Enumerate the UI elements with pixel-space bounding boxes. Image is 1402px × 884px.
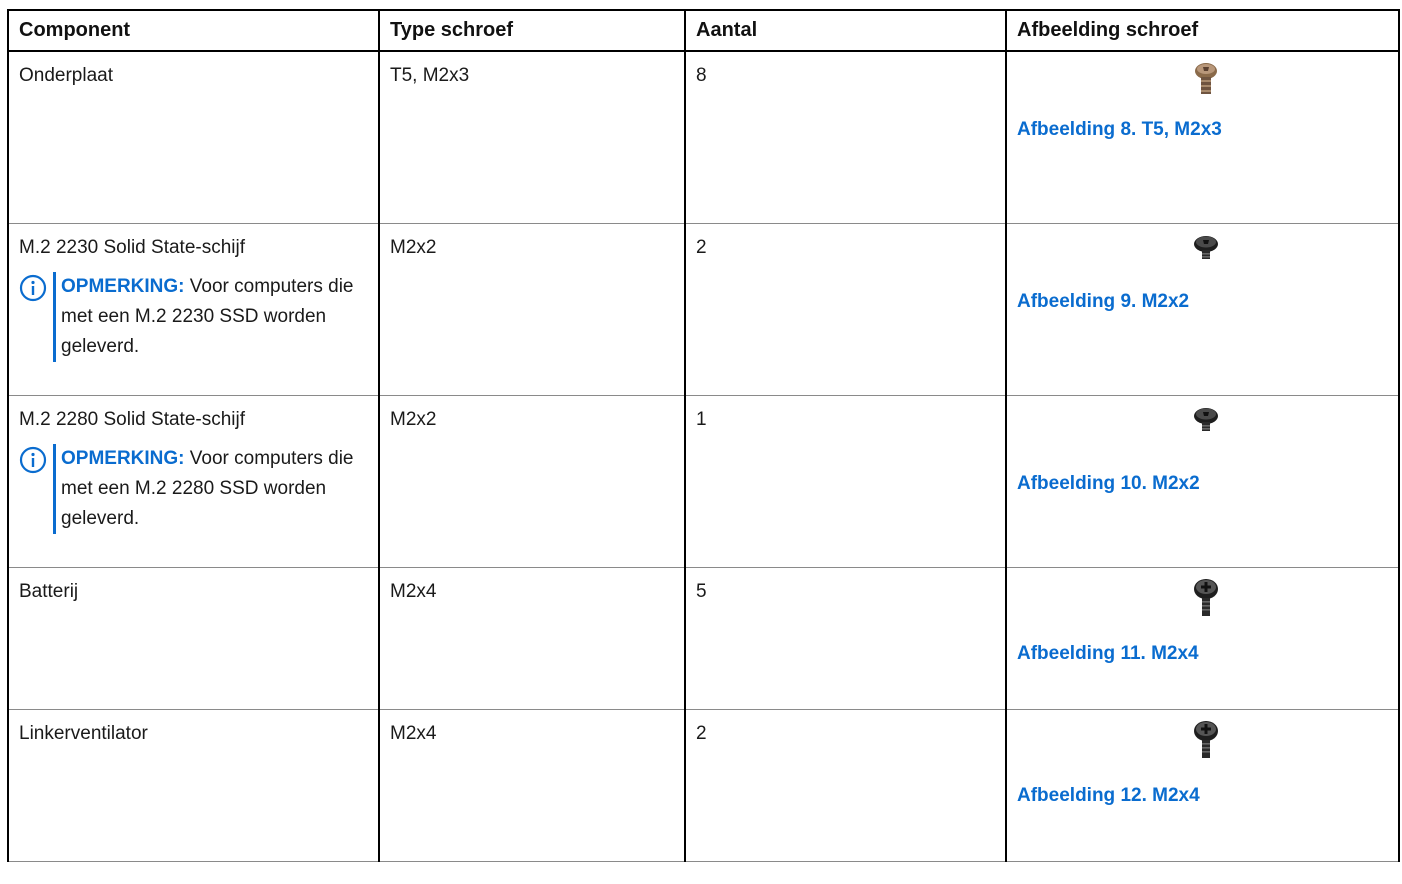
screw-table [7, 9, 1400, 862]
note-body [53, 444, 370, 534]
image-cell [1006, 223, 1399, 395]
component-cell [8, 567, 379, 709]
table-row [8, 395, 1399, 567]
note-text: Voor computers die met een M.2 2230 SSD worden geleverd. [61, 275, 354, 357]
figure-caption: Afbeelding 9. M2x2 [1017, 290, 1190, 312]
black-flat-screw-icon [1193, 234, 1219, 264]
black-phillips-screw-icon [1193, 720, 1219, 762]
image-cell [1006, 395, 1399, 567]
component-cell [8, 51, 379, 223]
table-header-row [8, 10, 1399, 51]
count-cell: 2 [685, 223, 1006, 395]
component-name: M.2 2280 Solid State-schijf [19, 408, 246, 430]
note-label: OPMERKING: [61, 275, 185, 297]
bronze-torx-screw-icon [1194, 62, 1218, 102]
component-cell [8, 395, 379, 567]
figure-caption: Afbeelding 12. M2x4 [1017, 784, 1200, 806]
table-row [8, 51, 1399, 223]
info-icon [19, 274, 47, 302]
figure-caption: Afbeelding 10. M2x2 [1017, 472, 1200, 494]
note-body [53, 272, 370, 362]
note [19, 444, 370, 534]
type-cell: M2x4 [379, 567, 685, 709]
note-label: OPMERKING: [61, 447, 185, 469]
header-image: Afbeelding schroef [1006, 10, 1399, 51]
component-name: Batterij [19, 580, 79, 602]
component-cell [8, 223, 379, 395]
header-count: Aantal [685, 10, 1006, 51]
note [19, 272, 370, 362]
type-cell: M2x4 [379, 709, 685, 861]
table-row [8, 567, 1399, 709]
figure-caption: Afbeelding 11. M2x4 [1017, 642, 1199, 664]
black-flat-screw-icon [1193, 406, 1219, 436]
component-name: Linkerventilator [19, 722, 148, 744]
black-phillips-screw-icon [1193, 578, 1219, 620]
header-type: Type schroef [379, 10, 685, 51]
figure-caption: Afbeelding 8. T5, M2x3 [1017, 119, 1222, 140]
header-component: Component [8, 10, 379, 51]
count-cell: 8 [685, 51, 1006, 223]
image-cell [1006, 51, 1399, 223]
component-cell [8, 709, 379, 861]
component-name: Onderplaat [19, 65, 114, 86]
info-icon [19, 446, 47, 474]
type-cell: T5, M2x3 [379, 51, 685, 223]
image-cell [1006, 567, 1399, 709]
count-cell: 1 [685, 395, 1006, 567]
type-cell: M2x2 [379, 223, 685, 395]
image-cell [1006, 709, 1399, 861]
table-row [8, 223, 1399, 395]
table-row [8, 709, 1399, 861]
note-text: Voor computers die met een M.2 2280 SSD worden geleverd. [61, 447, 354, 529]
count-cell: 5 [685, 567, 1006, 709]
component-name: M.2 2230 Solid State-schijf [19, 236, 246, 258]
type-cell: M2x2 [379, 395, 685, 567]
count-cell: 2 [685, 709, 1006, 861]
